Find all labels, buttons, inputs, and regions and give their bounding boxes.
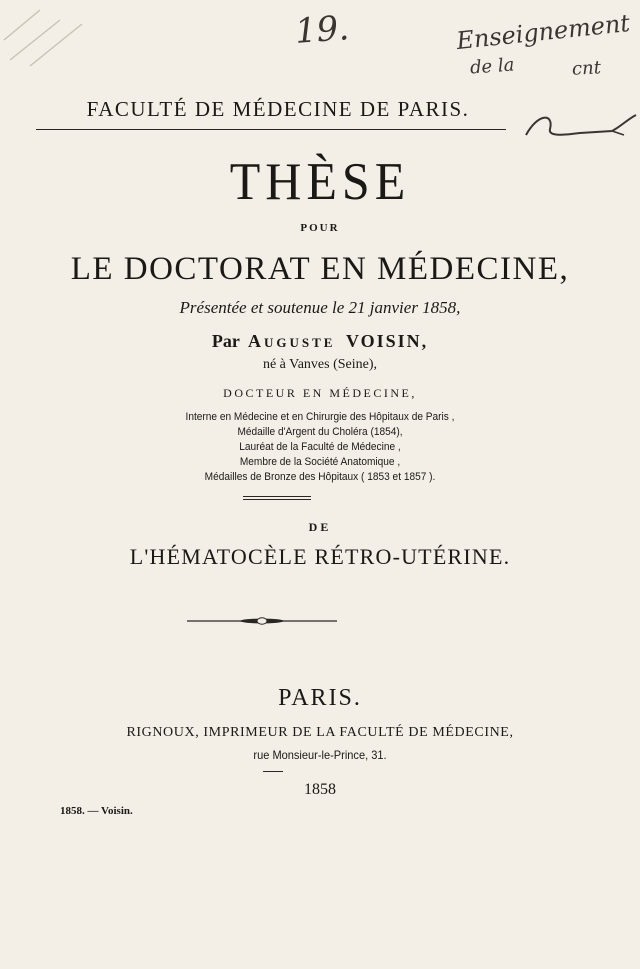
these-title: THÈSE bbox=[229, 151, 411, 211]
credential-2: Médaille d'Argent du Choléra (1854), bbox=[237, 426, 403, 438]
ornamental-rule bbox=[187, 616, 337, 626]
author-first-name: Auguste bbox=[248, 331, 336, 351]
de-label: DE bbox=[308, 520, 332, 534]
credential-4: Membre de la Société Anatomique , bbox=[239, 456, 401, 468]
author-line bbox=[0, 331, 640, 352]
double-rule-top bbox=[243, 496, 311, 497]
faculty-header: FACULTÉ DE MÉDECINE DE PARIS. bbox=[86, 97, 470, 121]
credential-5: Médailles de Bronze des Hôpitaux ( 1853 et 1857 ). bbox=[204, 471, 436, 483]
pour-label: POUR bbox=[300, 222, 340, 234]
doctorat-heading: LE DOCTORAT EN MÉDECINE, bbox=[70, 251, 570, 287]
imprint-city: PARIS. bbox=[278, 685, 362, 711]
corner-pencil-marks bbox=[0, 0, 90, 70]
handwritten-inscription-line-3: cnt bbox=[571, 57, 602, 80]
imprint-address: rue Monsieur-le-Prince, 31. bbox=[253, 748, 387, 762]
credential-1: Interne en Médecine et en Chirurgie des Hôpitaux de Paris , bbox=[185, 411, 455, 423]
credential-3: Lauréat de la Faculté de Médecine , bbox=[239, 441, 401, 453]
thesis-topic: L'HÉMATOCÈLE RÉTRO-UTÉRINE. bbox=[129, 544, 511, 569]
header-rule bbox=[36, 129, 506, 130]
author-last-name: VOISIN, bbox=[345, 331, 429, 351]
presentee-line: Présentée et soutenue le 21 janvier 1858, bbox=[179, 298, 461, 317]
imprint-year: 1858 bbox=[304, 781, 336, 798]
imprint-short-rule bbox=[263, 771, 283, 772]
degree-line: DOCTEUR EN MÉDECINE, bbox=[223, 386, 417, 400]
footer-signature-line: 1858. — Voisin. bbox=[60, 805, 133, 817]
handwritten-inscription-line-1: Enseignement bbox=[455, 8, 632, 56]
author-prefix: Par bbox=[211, 331, 240, 351]
birth-line: né à Vanves (Seine), bbox=[262, 357, 378, 372]
double-rule-bottom bbox=[243, 499, 311, 500]
handwritten-inscription-line-2: de la bbox=[469, 54, 516, 79]
imprint-printer: RIGNOUX, IMPRIMEUR DE LA FACULTÉ DE MÉDECINE, bbox=[126, 725, 514, 740]
handwritten-folio-number: 19. bbox=[293, 8, 351, 52]
